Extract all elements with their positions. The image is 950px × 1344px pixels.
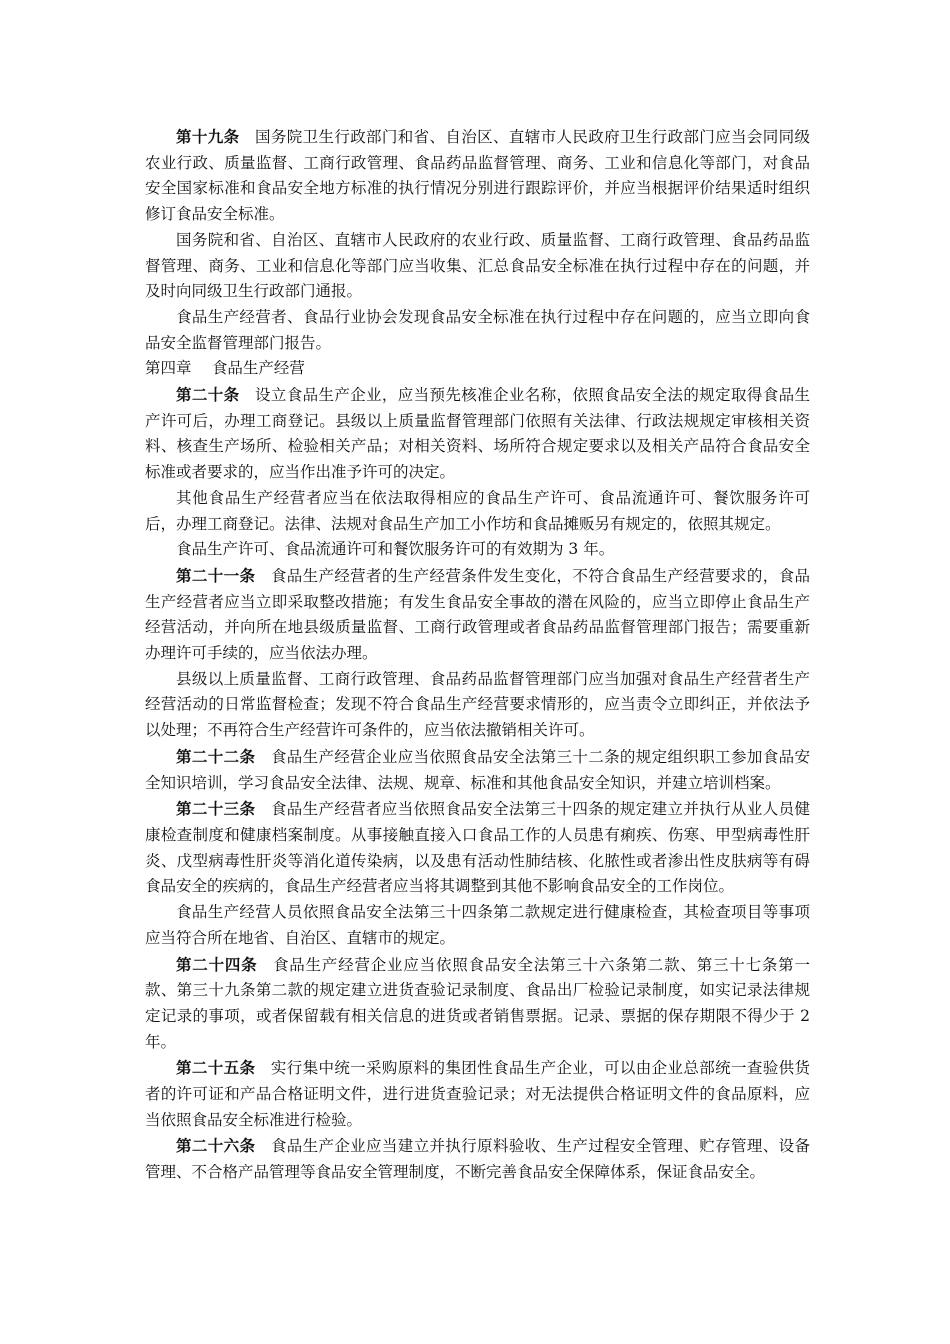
article-heading: 第二十一条	[176, 565, 256, 585]
article-heading: 第二十三条	[176, 799, 256, 819]
paragraph-text: 县级以上质量监督、工商行政管理、食品药品监督管理部门应当加强对食品生产经营者生产经营活动的日常监督检查；发现不符合食品生产经营要求情形的，应当责令立即纠正，并依法予以处理；不再符合生产经营许可条件的，应当依法撤销相关许可。	[145, 669, 810, 740]
article-heading: 第十九条	[176, 127, 240, 146]
paragraph	[145, 305, 810, 356]
paragraph-article-24	[145, 952, 810, 1056]
paragraph	[145, 900, 810, 951]
paragraph-text: 食品生产经营者的生产经营条件发生变化，不符合食品生产经营要求的，食品生产经营者应当立即采取整改措施；有发生食品安全事故的潜在风险的，应当立即停止食品生产经营活动，并向所在地县级质量监督、工商行政管理或者食品药品监督管理部门报告；需要重新办理许可手续的，应当依法办理。	[145, 566, 810, 663]
paragraph-article-21	[145, 563, 810, 667]
document-body	[145, 124, 810, 1186]
paragraph-text: 国务院和省、自治区、直辖市人民政府的农业行政、质量监督、工商行政管理、食品药品监督管理、商务、工业和信息化等部门应当收集、汇总食品安全标准在执行过程中存在的问题，并及时向同级卫生行政部门通报。	[145, 230, 810, 301]
paragraph	[145, 228, 810, 305]
paragraph-text: 食品生产经营企业应当依照食品安全法第三十二条的规定组织职工参加食品安全知识培训，学习食品安全法律、法规、规章、标准和其他食品安全知识，并建立培训档案。	[145, 747, 810, 792]
paragraph-article-26	[145, 1133, 810, 1185]
article-heading: 第二十六条	[176, 1136, 256, 1156]
paragraph-article-22	[145, 744, 810, 796]
paragraph-text: 其他食品生产经营者应当在依法取得相应的食品生产许可、食品流通许可、餐饮服务许可后，办理工商登记。法律、法规对食品生产加工小作坊和食品摊贩另有规定的，依照其规定。	[145, 488, 810, 533]
paragraph-text: 国务院卫生行政部门和省、自治区、直辖市人民政府卫生行政部门应当会同同级农业行政、质量监督、工商行政管理、食品药品监督管理、商务、工业和信息化等部门，对食品安全国家标准和食品安全地方标准的执行情况分别进行跟踪评价，并应当根据评价结果适时组织修订食品安全标准。	[145, 128, 810, 224]
article-heading: 第二十二条	[176, 746, 256, 766]
article-heading: 第二十四条	[176, 954, 258, 974]
paragraph-article-23	[145, 796, 810, 900]
paragraph-text: 食品生产许可、食品流通许可和餐饮服务许可的有效期为 3 年。	[176, 540, 615, 559]
chapter-title: 第四章 食品生产经营	[145, 359, 305, 378]
paragraph-article-25	[145, 1055, 810, 1133]
chapter-heading	[145, 356, 810, 382]
paragraph-text: 食品生产经营者应当依照食品安全法第三十四条的规定建立并执行从业人员健康检查制度和健康档案制度。从事接触直接入口食品工作的人员患有痢疾、伤寒、甲型病毒性肝炎、戊型病毒性肝炎等消化道传染病，以及患有活动性肺结核、化脓性或者渗出性皮肤病等有碍食品安全的疾病的，食品生产经营者应当将其调整到其他不影响食品安全的工作岗位。	[145, 800, 810, 896]
paragraph-text: 实行集中统一采购原料的集团性食品生产企业，可以由企业总部统一查验供货者的许可证和产品合格证明文件，进行进货查验记录；对无法提供合格证明文件的食品原料，应当依照食品安全标准进行检验。	[145, 1059, 810, 1129]
paragraph	[145, 667, 810, 744]
paragraph-text: 食品生产经营企业应当依照食品安全法第三十六条第二款、第三十七条第一款、第三十九条第二款的规定建立进货查验记录制度、食品出厂检验记录制度，如实记录法律规定记录的事项，或者保留载有相关信息的进货或者销售票据。记录、票据的保存期限不得少于 2 年。	[145, 955, 810, 1051]
paragraph	[145, 486, 810, 537]
article-heading: 第二十五条	[176, 1058, 256, 1078]
paragraph-text: 食品生产经营者、食品行业协会发现食品安全标准在执行过程中存在问题的，应当立即向食品安全监督管理部门报告。	[145, 307, 810, 352]
paragraph-text: 食品生产经营人员依照食品安全法第三十四条第二款规定进行健康检查，其检查项目等事项应当符合所在地省、自治区、直辖市的规定。	[145, 903, 810, 947]
paragraph-article-19	[145, 124, 810, 228]
article-heading: 第二十条	[176, 385, 240, 405]
paragraph-text: 设立食品生产企业，应当预先核准企业名称，依照食品安全法的规定取得食品生产许可后，办理工商登记。县级以上质量监督管理部门依照有关法律、行政法规规定审核相关资料、核查生产场所、检验相关产品；对相关资料、场所符合规定要求以及相关产品符合食品安全标准或者要求的，应当作出准予许可的决定。	[145, 386, 810, 482]
paragraph-article-20	[145, 382, 810, 486]
paragraph-text: 食品生产企业应当建立并执行原料验收、生产过程安全管理、贮存管理、设备管理、不合格产品管理等食品安全管理制度，不断完善食品安全保障体系，保证食品安全。	[145, 1137, 810, 1182]
paragraph	[145, 537, 810, 563]
